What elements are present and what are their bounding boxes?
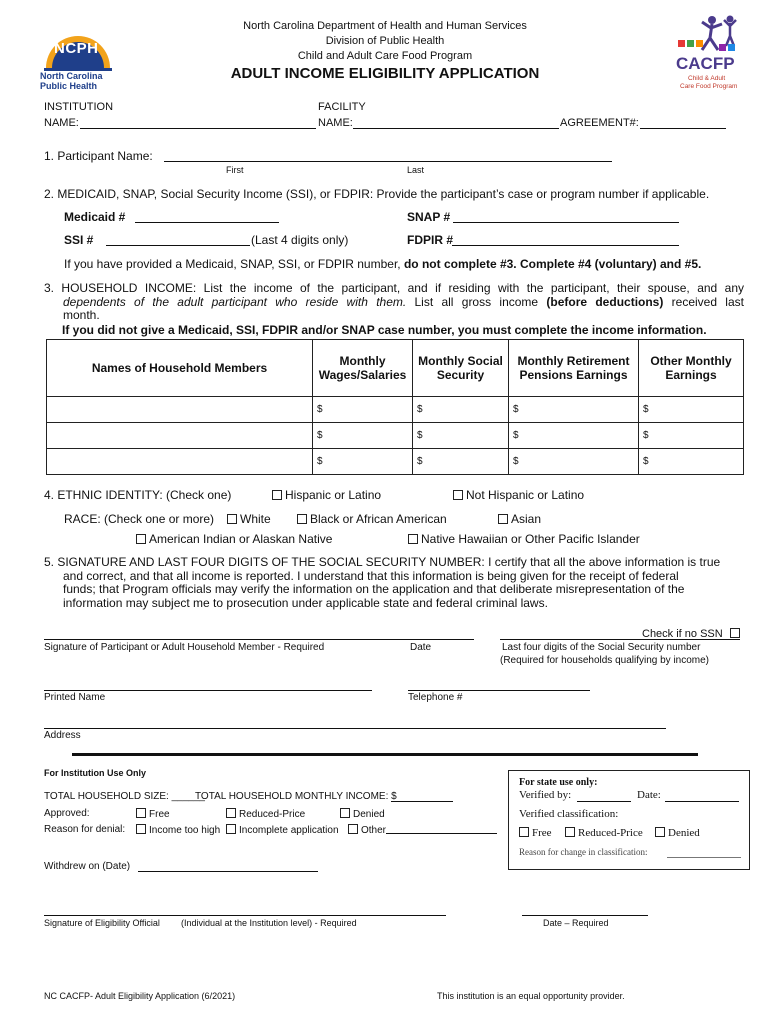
denial-reason-label: Reason for denial: bbox=[44, 824, 126, 835]
checkbox-icon[interactable] bbox=[730, 628, 740, 638]
table-row bbox=[47, 423, 744, 449]
section3-dependents: dependents of the adult participant who reside with them. bbox=[63, 294, 407, 309]
wages-cell[interactable]: $ bbox=[313, 423, 413, 449]
verified-by-field[interactable] bbox=[577, 801, 631, 802]
address-label: Address bbox=[44, 730, 81, 741]
change-reason-label: Reason for change in classification: bbox=[519, 847, 648, 857]
facility-name-label: NAME: bbox=[318, 117, 353, 129]
official-date-field[interactable] bbox=[522, 915, 648, 916]
race-label: RACE: (Check one or more) bbox=[64, 512, 215, 526]
checkbox-icon[interactable] bbox=[227, 514, 237, 524]
wages-cell[interactable]: $ bbox=[313, 449, 413, 475]
address-field[interactable] bbox=[44, 728, 666, 729]
option-label: Free bbox=[532, 827, 552, 839]
checkbox-icon[interactable] bbox=[408, 534, 418, 544]
last-name-caption: Last bbox=[407, 165, 425, 175]
section3-before-deductions: (before deductions) bbox=[546, 294, 664, 309]
snap-label: SNAP # bbox=[407, 210, 451, 224]
institution-label: INSTITUTION bbox=[44, 101, 114, 113]
column-header: Monthly Retirement Pensions Earnings bbox=[509, 340, 639, 397]
checkbox-icon[interactable] bbox=[565, 827, 575, 837]
retirement-cell[interactable]: $ bbox=[509, 423, 639, 449]
ethnic-identity-label: 4. ETHNIC IDENTITY: (Check one) bbox=[44, 488, 232, 502]
option-label: Denied bbox=[668, 827, 700, 839]
retirement-cell[interactable]: $ bbox=[509, 449, 639, 475]
fdpir-field[interactable] bbox=[452, 245, 679, 246]
fdpir-label: FDPIR # bbox=[407, 233, 454, 247]
checkbox-icon[interactable] bbox=[226, 808, 236, 818]
column-header: Other Monthly Earnings bbox=[639, 340, 744, 397]
table-row bbox=[47, 397, 744, 423]
section3-line1: 3. HOUSEHOLD INCOME: List the income of the participant, and if residing with the participant, their spouse, and any bbox=[44, 281, 744, 295]
approved-label: Approved: bbox=[44, 808, 90, 819]
agreement-field[interactable] bbox=[640, 128, 726, 129]
cacfp-logo bbox=[672, 14, 742, 94]
income-warning: If you did not give a Medicaid, SSI, FDPIR and/or SNAP case number, you must complete the income information. bbox=[62, 323, 707, 337]
option-label: Reduced-Price bbox=[239, 809, 306, 820]
equal-opportunity-statement: This institution is an equal opportunity provider. bbox=[437, 991, 625, 1001]
wages-cell[interactable]: $ bbox=[313, 397, 413, 423]
participant-signature-field[interactable] bbox=[44, 639, 474, 640]
section3-gross: List all gross income bbox=[406, 294, 539, 309]
race-option-pacific-islander[interactable] bbox=[408, 532, 640, 546]
agency-name: North Carolina Department of Health and Human Services bbox=[243, 20, 527, 32]
state-date-label: Date: bbox=[637, 789, 661, 801]
denial-other-field[interactable] bbox=[386, 833, 497, 834]
option-label: Reduced-Price bbox=[578, 827, 643, 839]
section2-note-bold: do not complete #3. Complete #4 (voluntary) and #5. bbox=[403, 257, 702, 271]
section5-line: information may subject me to prosecution under applicable state and federal criminal laws. bbox=[63, 595, 548, 610]
checkbox-icon[interactable] bbox=[272, 490, 282, 500]
official-signature-label: Signature of Eligibility Official bbox=[44, 918, 160, 928]
option-label: Asian bbox=[511, 512, 542, 526]
snap-field[interactable] bbox=[453, 222, 679, 223]
state-use-heading: For state use only: bbox=[519, 777, 598, 788]
approved-denied[interactable] bbox=[340, 808, 385, 820]
option-label: Black or African American bbox=[310, 512, 447, 526]
cacfp-logo-line2: Care Food Program bbox=[680, 83, 738, 90]
state-use-box bbox=[508, 770, 750, 870]
social-security-cell[interactable]: $ bbox=[413, 397, 509, 423]
participant-name-field[interactable] bbox=[164, 161, 612, 162]
checkbox-icon[interactable] bbox=[297, 514, 307, 524]
option-label: Denied bbox=[353, 809, 385, 820]
official-signature-note: (Individual at the Institution level) - Required bbox=[181, 918, 357, 928]
ssn-label: Last four digits of the Social Security number bbox=[502, 642, 701, 653]
cacfp-figures-icon bbox=[672, 14, 742, 56]
printed-name-label: Printed Name bbox=[44, 692, 106, 703]
cacfp-logo-abbr: CACFP bbox=[676, 54, 735, 73]
other-earnings-cell[interactable]: $ bbox=[639, 423, 744, 449]
facility-label: FACILITY bbox=[318, 101, 366, 113]
total-household-size: TOTAL HOUSEHOLD SIZE: ______ bbox=[44, 791, 205, 802]
withdrew-label: Withdrew on (Date) bbox=[44, 861, 131, 872]
participant-name-label: 1. Participant Name: bbox=[44, 149, 153, 163]
denial-income-too-high[interactable] bbox=[136, 824, 220, 836]
state-option-denied[interactable] bbox=[655, 827, 700, 839]
section3-line2 bbox=[44, 296, 744, 310]
social-security-cell[interactable]: $ bbox=[413, 423, 509, 449]
other-earnings-cell[interactable]: $ bbox=[639, 449, 744, 475]
signature-date-label: Date bbox=[410, 642, 432, 653]
race-option-american-indian[interactable] bbox=[136, 532, 332, 546]
printed-name-field[interactable] bbox=[44, 690, 372, 691]
other-earnings-cell[interactable]: $ bbox=[639, 397, 744, 423]
option-label: Free bbox=[149, 809, 170, 820]
table-row bbox=[47, 449, 744, 475]
ssn-last-four-field[interactable] bbox=[500, 639, 740, 640]
race-option-black[interactable] bbox=[297, 512, 447, 526]
ssi-note: (Last 4 digits only) bbox=[251, 233, 349, 247]
section3-line3: month. bbox=[63, 308, 100, 322]
division-name: Division of Public Health bbox=[325, 35, 445, 47]
member-name-cell[interactable] bbox=[47, 397, 313, 423]
section5-certification bbox=[44, 556, 744, 610]
ncph-logo-line1: North Carolina bbox=[40, 71, 103, 81]
medicaid-field[interactable] bbox=[135, 222, 279, 223]
section5-line: funds; that Program officials may verify the information on the application and that deliberate misrepresentation of the bbox=[63, 582, 685, 596]
member-name-cell[interactable] bbox=[47, 449, 313, 475]
option-label: American Indian or Alaskan Native bbox=[149, 532, 333, 546]
telephone-label: Telephone # bbox=[408, 692, 463, 703]
approved-free[interactable] bbox=[136, 808, 170, 820]
page-title: ADULT INCOME ELIGIBILITY APPLICATION bbox=[230, 65, 540, 82]
first-name-caption: First bbox=[226, 165, 244, 175]
option-label: Incomplete application bbox=[239, 825, 339, 836]
ncph-logo-line2: Public Health bbox=[40, 81, 98, 91]
section3-received: received last bbox=[663, 294, 744, 309]
denial-incomplete[interactable] bbox=[226, 824, 339, 836]
checkbox-icon[interactable] bbox=[226, 824, 236, 834]
checkbox-icon[interactable] bbox=[519, 827, 529, 837]
checkbox-icon[interactable] bbox=[348, 824, 358, 834]
cacfp-logo-line1: Child & Adult bbox=[688, 75, 726, 82]
agreement-label: AGREEMENT#: bbox=[560, 117, 639, 129]
checkbox-icon[interactable] bbox=[136, 824, 146, 834]
institution-use-heading: For Institution Use Only bbox=[44, 768, 147, 778]
member-name-cell[interactable] bbox=[47, 423, 313, 449]
state-option-free[interactable] bbox=[519, 827, 552, 839]
household-income-table bbox=[46, 339, 744, 475]
facility-name-field[interactable] bbox=[353, 128, 559, 129]
section3-text bbox=[44, 282, 744, 323]
option-label: White bbox=[240, 512, 271, 526]
ethnic-option-not-hispanic[interactable] bbox=[453, 488, 584, 502]
social-security-cell[interactable]: $ bbox=[413, 449, 509, 475]
signature-label: Signature of Participant or Adult Household Member - Required bbox=[44, 642, 325, 653]
state-option-reduced[interactable] bbox=[565, 827, 643, 839]
checkbox-icon[interactable] bbox=[498, 514, 508, 524]
ncph-logo-abbr: NCPH bbox=[54, 40, 99, 57]
ssi-field[interactable] bbox=[106, 245, 250, 246]
total-household-income-field[interactable] bbox=[391, 801, 453, 802]
change-reason-field[interactable] bbox=[667, 857, 741, 858]
ethnic-option-hispanic[interactable] bbox=[272, 488, 381, 502]
telephone-field[interactable] bbox=[408, 690, 590, 691]
official-date-label: Date – Required bbox=[543, 918, 609, 928]
checkbox-icon[interactable] bbox=[655, 827, 665, 837]
state-date-field[interactable] bbox=[665, 801, 739, 802]
ssn-note: (Required for households qualifying by income) bbox=[500, 655, 710, 666]
denial-other[interactable] bbox=[348, 824, 386, 836]
withdrew-date-field[interactable] bbox=[138, 871, 318, 872]
option-label: Hispanic or Latino bbox=[285, 488, 382, 502]
section5-line: and correct, and that all income is reported. I understand that this information is being given for the receipt of federal bbox=[63, 568, 679, 583]
option-label: Not Hispanic or Latino bbox=[466, 488, 585, 502]
checkbox-icon[interactable] bbox=[136, 534, 146, 544]
institution-name-label: NAME: bbox=[44, 117, 79, 129]
column-header: Monthly Social Security bbox=[413, 340, 509, 397]
institution-name-field[interactable] bbox=[80, 128, 316, 129]
medicaid-label: Medicaid # bbox=[64, 210, 126, 224]
table-header-row bbox=[47, 340, 744, 397]
option-label: Check if no SSN bbox=[642, 628, 723, 640]
option-label: Income too high bbox=[149, 825, 221, 836]
official-signature-field[interactable] bbox=[44, 915, 446, 916]
checkbox-icon[interactable] bbox=[453, 490, 463, 500]
race-option-asian[interactable] bbox=[498, 512, 541, 526]
retirement-cell[interactable]: $ bbox=[509, 397, 639, 423]
race-option-white[interactable] bbox=[227, 512, 271, 526]
ssi-label: SSI # bbox=[64, 233, 94, 247]
option-label: Native Hawaiian or Other Pacific Islander bbox=[421, 532, 640, 546]
column-header: Monthly Wages/Salaries bbox=[313, 340, 413, 397]
section-divider bbox=[72, 753, 698, 756]
section2-note bbox=[64, 257, 701, 271]
verified-by-label: Verified by: bbox=[519, 789, 572, 801]
ncph-logo bbox=[38, 18, 118, 93]
section5-line: 5. SIGNATURE AND LAST FOUR DIGITS OF THE SOCIAL SECURITY NUMBER: I certify that all the above information is true bbox=[44, 555, 721, 569]
approved-reduced[interactable] bbox=[226, 808, 305, 820]
column-header: Names of Household Members bbox=[47, 340, 313, 397]
section2-note-plain: If you have provided a Medicaid, SNAP, SSI, or FDPIR number, bbox=[64, 257, 401, 271]
option-label: Other bbox=[361, 825, 387, 836]
checkbox-icon[interactable] bbox=[136, 808, 146, 818]
verified-classification-label: Verified classification: bbox=[519, 808, 619, 820]
form-id: NC CACFP- Adult Eligibility Application (6/2021) bbox=[44, 991, 236, 1001]
total-household-income-label: TOTAL HOUSEHOLD MONTHLY INCOME: $ bbox=[195, 791, 397, 802]
checkbox-icon[interactable] bbox=[340, 808, 350, 818]
program-name: Child and Adult Care Food Program bbox=[297, 50, 473, 62]
section2-heading: 2. MEDICAID, SNAP, Social Security Income (SSI), or FDPIR: Provide the participant’s case or program number if applicable. bbox=[44, 187, 710, 201]
